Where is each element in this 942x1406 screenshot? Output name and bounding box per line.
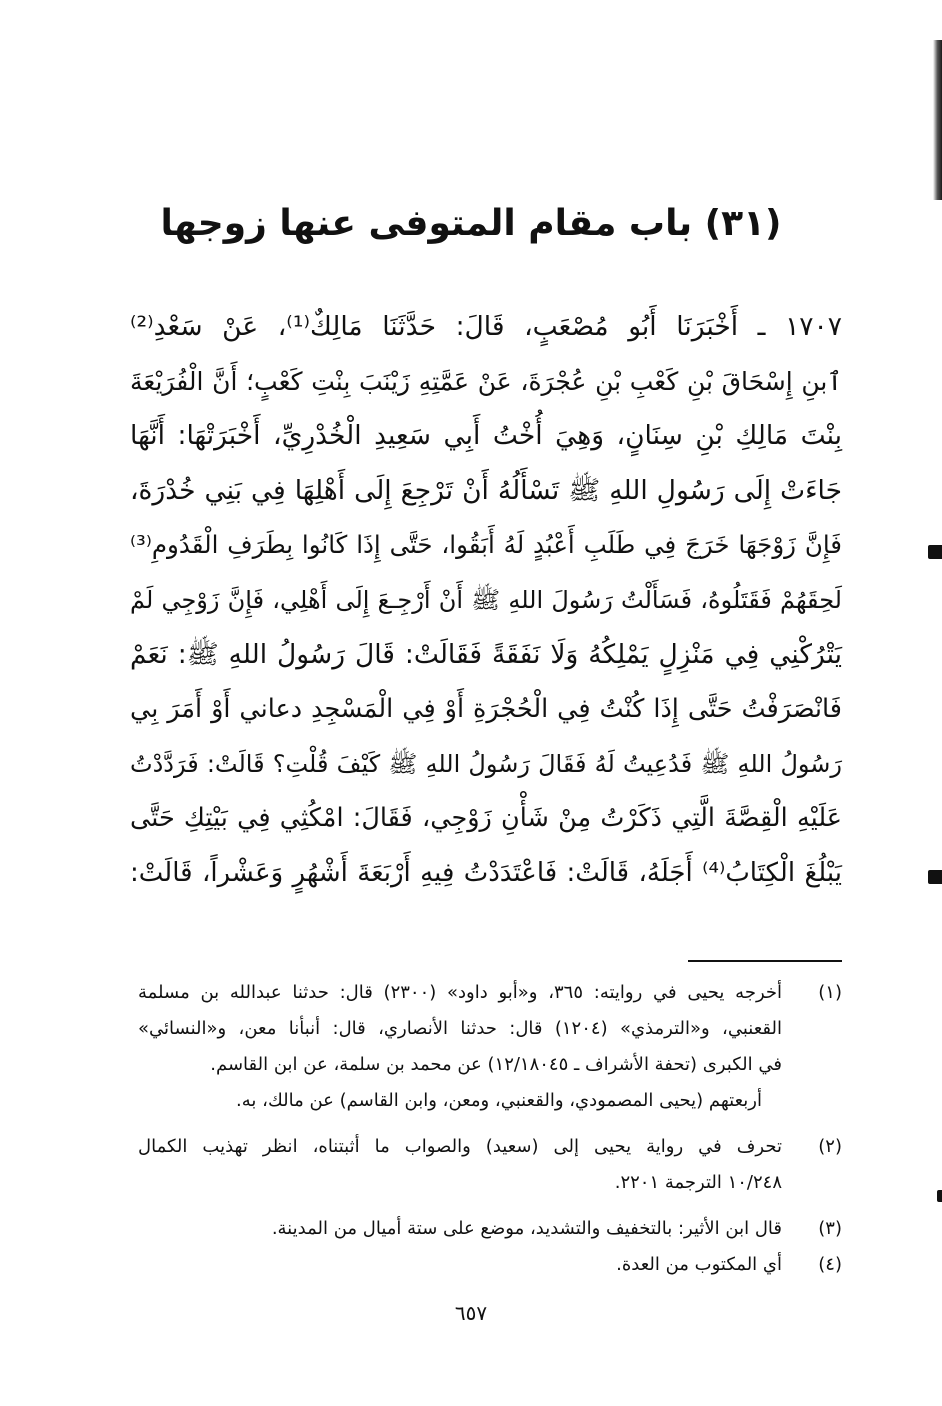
footnote-text: قال ابن الأثير: بالتخفيف والتشديد، موضع على ستة أميال من المدينة. xyxy=(271,1218,782,1239)
body-line: فَانْصَرَفْتُ حَتَّى إِذَا كُنْتُ فِي الْحُجْرَةِ أَوْ فِي الْمَسْجِدِ دعاني أَوْ أَمَرَ بِي xyxy=(130,694,842,725)
footnote-1 xyxy=(138,975,842,1011)
footnote-number: (٢) xyxy=(818,1136,842,1157)
body-line: رَسُولُ اللهِ ﷺ فَدُعِيتُ لَهُ فَقَالَ رَسُولُ اللهِ ﷺ كَيْفَ قُلْتِ؟ قَالَتْ: فَرَدَّدْتُ xyxy=(130,749,842,778)
footnote-text: أخرجه يحيى في روايته: ٣٦٥، و«أبو داود» (٢٣٠٠) قال: حدثنا عبدالله بن مسلمة xyxy=(138,982,783,1003)
footnote-text: أربعتهم (يحيى المصمودي، والقعنبي، ومعن، وابن القاسم) عن مالك، به. xyxy=(236,1090,762,1111)
footnotes xyxy=(138,975,842,1283)
footnote-number: (٤) xyxy=(818,1254,842,1275)
footnote-1-extra xyxy=(138,1083,842,1119)
body-line: لَحِقَهُمْ فَقَتَلُوهُ، فَسَأَلْتُ رَسُولَ اللهِ ﷺ أَنْ أَرْجِـعَ إِلَى أَهْلِي، فَإِنَّ زَوْجِي لَمْ xyxy=(130,585,842,614)
body-line: جَاءَتْ إِلَى رَسُولِ اللهِ ﷺ تَسْأَلُهُ أَنْ تَرْجِعَ إِلَى أَهْلِهَا فِي بَنِي خُدْرَةَ، xyxy=(130,474,842,506)
footnote-1-cont xyxy=(138,1011,842,1047)
page-number: ٦٥٧ xyxy=(454,1301,488,1325)
footnote-separator xyxy=(688,960,842,962)
footnote-1-cont xyxy=(138,1047,842,1083)
hadith-body xyxy=(130,300,842,901)
footnote-text: ١٠/٢٤٨ الترجمة ٢٢٠١. xyxy=(614,1172,782,1193)
footnote-2-cont xyxy=(138,1165,842,1201)
footnote-text: القعنبي، و«الترمذي» (١٢٠٤) قال: حدثنا الأنصاري، قال: أنبأنا معن، و«النسائي» xyxy=(138,1018,782,1039)
body-line: ١٧٠٧ ـ أَخْبَرَنَا أَبُو مُصْعَبٍ، قَالَ: حَدَّثَنَا مَالِكٌ⁽¹⁾، عَنْ سَعْدِ⁽²⁾ xyxy=(130,311,842,342)
page-edge-shadow xyxy=(933,40,942,200)
body-line: عَلَيْهِ الْقِصَّةَ الَّتِي ذَكَرْتُ مِنْ شَأْنِ زَوْجِي، فَقَالَ: امْكُثِي فِي بَيْتِكِ حَتَّى xyxy=(130,803,842,834)
footnote-text: في الكبرى (تحفة الأشراف ـ ١٢/١٨٠٤٥) عن محمد بن سلمة، عن ابن القاسم. xyxy=(210,1054,782,1075)
body-line: ٱبنِ إِسْحَاقَ بْنِ كَعْبِ بْنِ عُجْرَةَ، عَنْ عَمَّتِهِ زَيْنَبَ بِنْتِ كَعْبٍ؛ أَنَّ الْفُرَيْعَةَ xyxy=(130,366,842,396)
footnote-2 xyxy=(138,1129,842,1165)
chapter-title: (٣١) باب مقام المتوفى عنها زوجها xyxy=(160,203,782,244)
body-line: بِنْتَ مَالِكِ بْنِ سِنَانٍ، وَهِيَ أُخْتُ أَبِي سَعِيدِ الْخُدْرِيِّ، أَخْبَرَتْهَا: أَنَّهَا xyxy=(130,420,842,452)
body-line: يَبْلُغَ الْكِتَابُ⁽⁴⁾ أَجَلَهُ، قَالَتْ: فَاعْتَدَدْتُ فِيهِ أَرْبَعَةَ أَشْهُرٍ وَعَشْراً، قَالَتْ: xyxy=(130,857,842,888)
footnote-4 xyxy=(138,1247,842,1283)
footnote-number: (٣) xyxy=(818,1218,842,1239)
body-line: يَتْرُكْنِي فِي مَنْزِلٍ يَمْلِكُهُ وَلَا نَفَقَةً فَقَالَتْ: قَالَ رَسُولُ اللهِ ﷺ: نَعَمْ xyxy=(130,638,842,670)
margin-mark xyxy=(928,545,942,559)
margin-mark xyxy=(937,1190,942,1202)
footnote-3 xyxy=(138,1211,842,1247)
footnote-text: أي المكتوب من العدة. xyxy=(616,1254,782,1275)
footnote-text: تحرف في رواية يحيى إلى (سعيد) والصواب ما أثبتناه، انظر تهذيب الكمال xyxy=(138,1136,782,1157)
margin-mark xyxy=(928,870,942,884)
body-line: فَإِنَّ زَوْجَهَا خَرَجَ فِي طَلَبِ أَعْبُدٍ لَهُ أَبَقُوا، حَتَّى إِذَا كَانُوا بِطَرَفِ الْقَدُومِ⁽³⁾ xyxy=(130,530,842,560)
footnote-number: (١) xyxy=(818,982,842,1003)
